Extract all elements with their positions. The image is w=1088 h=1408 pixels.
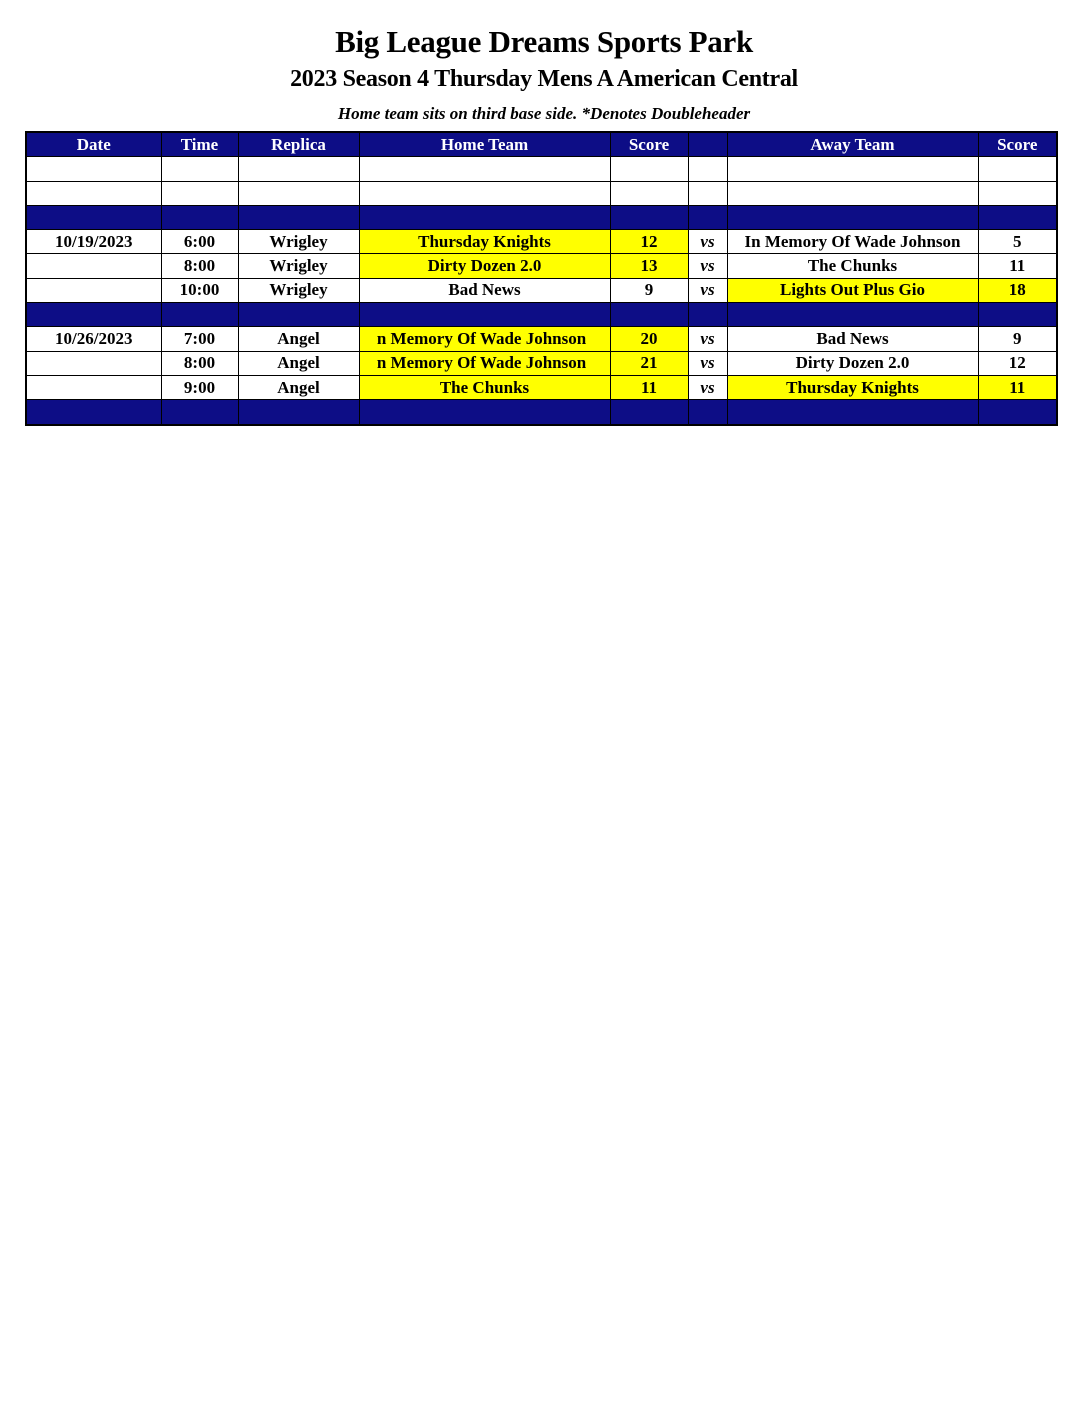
home-score: 9 [610, 278, 688, 302]
home-team: Bad News [359, 278, 610, 302]
vs-label: vs [688, 254, 727, 278]
column-header-vs [688, 132, 727, 157]
game-replica: Angel [238, 351, 359, 375]
home-team [359, 327, 610, 351]
away-score: 11 [978, 254, 1057, 278]
game-date [26, 254, 161, 278]
separator-band [26, 205, 1057, 229]
column-header-date: Date [26, 132, 161, 157]
separator-band [26, 303, 1057, 327]
away-score: 12 [978, 351, 1057, 375]
game-date [26, 351, 161, 375]
away-score: 9 [978, 327, 1057, 351]
home-team-text: n Memory Of Wade Johnson [376, 353, 587, 373]
home-score: 21 [610, 351, 688, 375]
column-header-away-score: Score [978, 132, 1057, 157]
game-time: 10:00 [161, 278, 238, 302]
column-header-away-team: Away Team [727, 132, 978, 157]
away-team: In Memory Of Wade Johnson [727, 230, 978, 254]
away-team: Bad News [727, 327, 978, 351]
away-team: Thursday Knights [727, 375, 978, 399]
schedule-table [25, 131, 1058, 426]
game-replica: Angel [238, 375, 359, 399]
away-team: The Chunks [727, 254, 978, 278]
game-row [26, 230, 1057, 254]
game-time: 6:00 [161, 230, 238, 254]
header-row [26, 132, 1057, 157]
away-team: Lights Out Plus Gio [727, 278, 978, 302]
vs-label: vs [688, 375, 727, 399]
away-team: Dirty Dozen 2.0 [727, 351, 978, 375]
home-score: 12 [610, 230, 688, 254]
game-row [26, 327, 1057, 351]
vs-label: vs [688, 278, 727, 302]
column-header-replica: Replica [238, 132, 359, 157]
game-time: 8:00 [161, 254, 238, 278]
empty-row [26, 181, 1057, 205]
game-replica: Wrigley [238, 278, 359, 302]
column-header-home-team: Home Team [359, 132, 610, 157]
column-header-time: Time [161, 132, 238, 157]
game-replica: Angel [238, 327, 359, 351]
game-date: 10/26/2023 [26, 327, 161, 351]
vs-label: vs [688, 230, 727, 254]
vs-label: vs [688, 327, 727, 351]
game-date [26, 375, 161, 399]
away-score: 11 [978, 375, 1057, 399]
game-time: 9:00 [161, 375, 238, 399]
game-time: 7:00 [161, 327, 238, 351]
page-title: Big League Dreams Sports Park [335, 24, 753, 59]
home-score: 11 [610, 375, 688, 399]
game-replica: Wrigley [238, 254, 359, 278]
away-score: 5 [978, 230, 1057, 254]
game-date: 10/19/2023 [26, 230, 161, 254]
game-row [26, 351, 1057, 375]
home-team: Dirty Dozen 2.0 [359, 254, 610, 278]
page-subtitle: 2023 Season 4 Thursday Mens A American Central [290, 66, 798, 92]
home-score: 13 [610, 254, 688, 278]
game-row [26, 278, 1057, 302]
home-team-text: n Memory Of Wade Johnson [376, 329, 587, 349]
home-team: The Chunks [359, 375, 610, 399]
game-time: 8:00 [161, 351, 238, 375]
home-team: Thursday Knights [359, 230, 610, 254]
game-replica: Wrigley [238, 230, 359, 254]
column-header-home-score: Score [610, 132, 688, 157]
separator-band [26, 400, 1057, 425]
game-row [26, 375, 1057, 399]
away-score: 18 [978, 278, 1057, 302]
home-score: 20 [610, 327, 688, 351]
home-team [359, 351, 610, 375]
game-row [26, 254, 1057, 278]
vs-label: vs [688, 351, 727, 375]
schedule-note: Home team sits on third base side. *Denotes Doubleheader [337, 104, 751, 123]
game-date [26, 278, 161, 302]
empty-row [26, 157, 1057, 181]
